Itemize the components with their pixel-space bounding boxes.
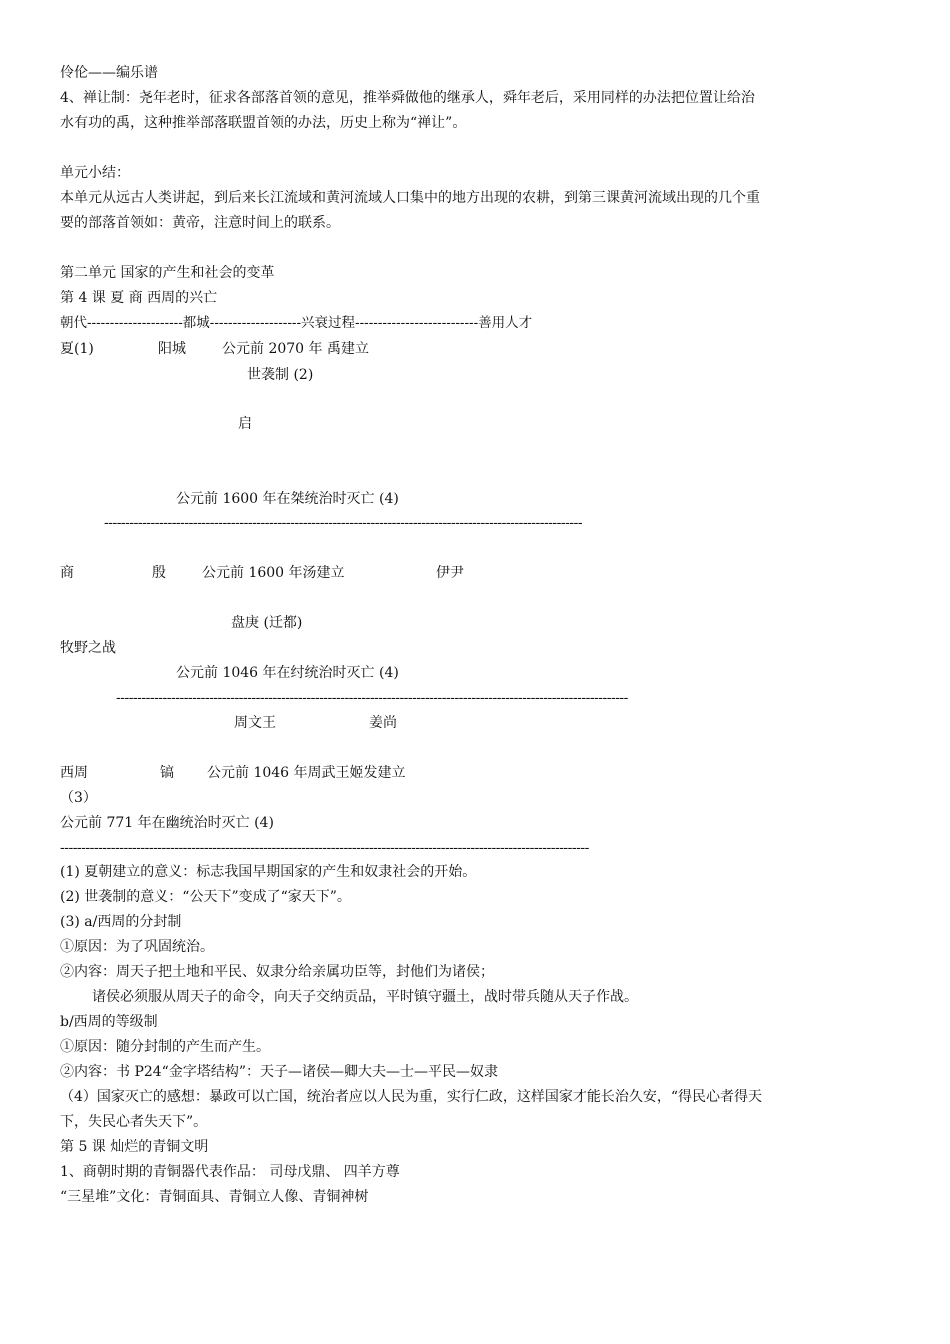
lesson-heading: 第 4 课 夏 商 西周的兴亡: [60, 290, 218, 306]
note-line: (1) 夏朝建立的意义：标志我国早期国家的产生和奴隶社会的开始。: [60, 864, 477, 880]
talent-label: 伊尹: [436, 565, 464, 581]
dynasty-label: 商: [60, 565, 74, 581]
section-heading: 单元小结：: [60, 165, 130, 181]
lesson-heading: 第 5 课 灿烂的青铜文明: [60, 1139, 209, 1155]
note-line: ①原因：随分封制的产生而产生。: [60, 1039, 270, 1055]
event-text: 牧野之战: [60, 640, 116, 656]
event-text: 公元前 1600 年汤建立: [202, 565, 345, 581]
dynasty-label: 夏(1): [60, 341, 94, 357]
text-line: 水有功的禹，这种推举部落联盟首领的办法，历史上称为“禅让”。: [60, 115, 467, 131]
note-line: 下，失民心者失天下”。: [60, 1114, 208, 1130]
unit-heading: 第二单元 国家的产生和社会的变革: [60, 265, 275, 281]
separator-line: -----------------------------------------------------------------------------------------------------------------: [104, 515, 583, 531]
text-line: 本单元从远古人类讲起，到后来长江流域和黄河流域人口集中的地方出现的农耕，到第三课黄河流域出现的几个重: [60, 190, 760, 206]
event-text: 启: [238, 416, 252, 432]
text-line: 伶伦——编乐谱: [60, 65, 158, 81]
event-text: 公元前 1046 年周武王姬发建立: [207, 765, 406, 781]
event-text: 公元前 771 年在幽统治时灭亡 (4): [60, 815, 274, 831]
event-text: 公元前 1046 年在纣统治时灭亡 (4): [176, 665, 399, 681]
note-line: 诸侯必须服从周天子的命令，向天子交纳贡品，平时镇守疆土，战时带兵随从天子作战。: [92, 989, 638, 1005]
event-text: 公元前 1600 年在桀统治时灭亡 (4): [176, 491, 399, 507]
note-line: “三星堆”文化：青铜面具、青铜立人像、青铜神树: [60, 1189, 369, 1205]
separator-line: -------------------------------------------------------------------------------------------------------------------------: [116, 690, 628, 706]
capital-label: 镐: [160, 765, 174, 781]
capital-label: 阳城: [158, 341, 186, 357]
text-line: 4、禅让制：尧年老时，征求各部落首领的意见，推举舜做他的继承人，舜年老后，采用同样的办法把位置让给治: [60, 90, 755, 106]
note-line: ②内容：周天子把土地和平民、奴隶分给亲属功臣等，封他们为诸侯；: [60, 964, 494, 980]
event-text: 公元前 2070 年 禹建立: [222, 341, 369, 357]
note-line: (2) 世袭制的意义：“公天下”变成了“家天下”。: [60, 889, 351, 905]
note-line: ①原因：为了巩固统治。: [60, 939, 214, 955]
event-text: 世袭制 (2): [247, 367, 314, 383]
separator-line: -----------------------------------------------------------------------------------------------------------------------------: [60, 840, 589, 856]
table-header: 朝代---------------------都城--------------------兴衰过程---------------------------善用人才: [60, 315, 533, 331]
note-line: (3) a/西周的分封制: [60, 914, 182, 930]
dynasty-label: 西周: [60, 765, 88, 781]
note-line: （4）国家灭亡的感想：暴政可以亡国，统治者应以人民为重，实行仁政，这样国家才能长治久安，“得民心者得天: [60, 1089, 763, 1105]
talent-label: 周文王: [234, 715, 276, 731]
text-line: 要的部落首领如：黄帝，注意时间上的联系。: [60, 215, 340, 231]
note-line: ②内容：书 P24“金字塔结构”：天子—诸侯—卿大夫—士—平民—奴隶: [60, 1064, 498, 1080]
talent-label: 姜尚: [369, 715, 397, 731]
note-line: b/西周的等级制: [60, 1014, 158, 1030]
capital-label: 殷: [152, 565, 166, 581]
event-text: 盘庚 (迁都): [231, 615, 303, 631]
note-line: 1、商朝时期的青铜器代表作品： 司母戊鼎、 四羊方尊: [60, 1164, 400, 1180]
note-marker: （3）: [60, 790, 97, 806]
